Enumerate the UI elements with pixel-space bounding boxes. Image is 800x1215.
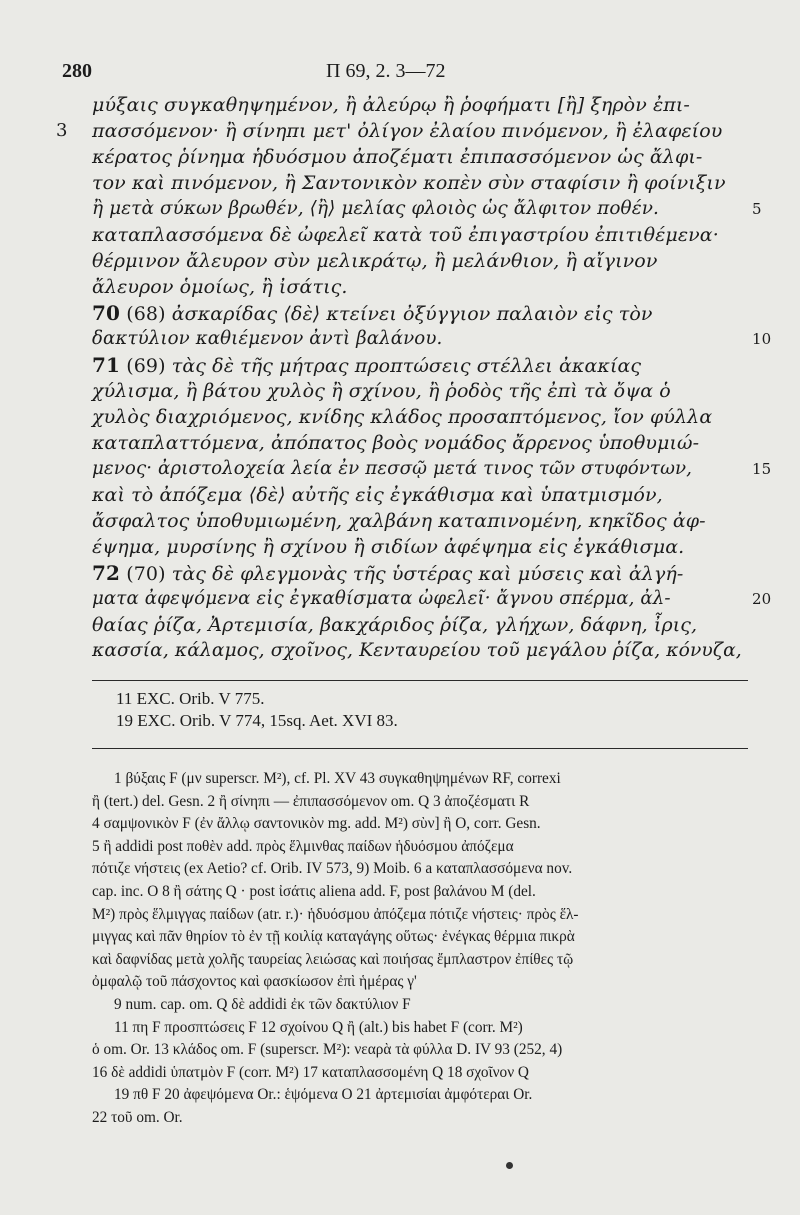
text-line — [92, 326, 772, 352]
line-number-right: 10 — [752, 330, 772, 348]
text-line-content: έψημα, μυρσίνης ἢ σχίνου ἢ σιδίων ἀφέψημα εἰς ἐγκάθισμα. — [92, 536, 685, 558]
separator-rule — [92, 680, 748, 681]
source-line: 19 EXC. Orib. V 774, 15sq. Aet. XVI 83. — [116, 711, 398, 730]
line-number-right: 15 — [752, 460, 772, 478]
text-line — [92, 638, 742, 664]
text-line-content: ἀσκαρίδας ⟨δὲ⟩ κτείνει ὀξύγγιον παλαιὸν εἰς τὸν — [171, 303, 653, 325]
text-line-content: κέρατος ῥίνημα ἡδυόσμου ἀποζέματι ἐπιπασσόμενον ὡς ἄλφι- — [92, 146, 703, 168]
text-line-content: ἢ μετὰ σύκων βρωθέν, ⟨ἢ⟩ μελίας φλοιὸς ὡς ἄλφιτον ποθέν. — [92, 198, 659, 219]
text-line — [92, 534, 742, 560]
apparatus-line: 19 πθ F 20 ἀφεψόμενα Or.: ἑψόμενα O 21 ἀρτεμισίαι ἀμφότεραι Or. — [114, 1086, 533, 1104]
apparatus-line: M²) πρὸς ἕλμιγγας παίδων (atr. r.)· ἡδυόσμου ἀπόζεμα πότιζε νήστεις· πρὸς ἕλ- — [92, 905, 579, 923]
edition-number: (68) — [126, 303, 166, 325]
text-line — [92, 196, 762, 222]
text-line — [56, 118, 742, 144]
line-number-right: 20 — [752, 590, 772, 608]
running-head: Π 69, 2. 3—72 — [326, 60, 446, 82]
chapter-number: 72 — [92, 561, 121, 585]
text-line — [92, 560, 742, 586]
text-line — [92, 274, 742, 300]
text-line — [92, 92, 742, 118]
line-number-right: 5 — [752, 200, 762, 218]
text-line — [92, 170, 742, 196]
text-line-content: τὰς δὲ τῆς μήτρας προπτώσεις στέλλει ἀκακίας — [171, 355, 642, 377]
chapter-number: 71 — [92, 353, 121, 377]
text-line-content: μύξαις συγκαθηψημένον, ἢ ἀλεύρῳ ἢ ῥοφήματι [ἢ] ξηρὸν ἐπι- — [92, 94, 690, 116]
text-line-content: τὰς δὲ φλεγμονὰς τῆς ὑστέρας καὶ μύσεις καὶ ἀλγή- — [171, 563, 684, 585]
printer-bullet-mark — [506, 1162, 513, 1169]
apparatus-line: 22 τοῦ om. Or. — [92, 1108, 183, 1126]
apparatus-line: 5 ἢ addidi post ποθὲν add. πρὸς ἕλμινθας παίδων ἡδυόσμου ἀπόζεμα — [92, 837, 514, 855]
text-line-content: μενος· ἀριστολοχεία λεία ἐν πεσσῷ μετά τινος τῶν στυφόντων, — [92, 458, 693, 479]
edition-number: (70) — [126, 563, 166, 585]
main-text — [56, 92, 772, 664]
text-line — [92, 430, 742, 456]
page-number: 280 — [62, 60, 92, 82]
apparatus-line: ὁ om. Or. 13 κλάδος om. F (superscr. M²): νεαρὰ τὰ φύλλα D. IV 93 (252, 4) — [92, 1041, 563, 1059]
text-line — [92, 508, 742, 534]
sources-block — [116, 688, 398, 732]
apparatus-line: 1 βύξαις F (μν superscr. M²), cf. Pl. XV 43 συγκαθηψημένων RF, correxi — [114, 770, 561, 787]
apparatus-line: 11 πη F προσπτώσεις F 12 σχοίνου Q ἢ (alt.) bis habet F (corr. M²) — [114, 1018, 523, 1036]
text-line-content: καὶ τὸ ἀπόζεμα ⟨δὲ⟩ αὐτῆς εἰς ἐγκάθισμα καὶ ὑπατμισμόν, — [92, 484, 663, 506]
apparatus-line: μιγγας καὶ πᾶν θηρίον τὸ ἐν τῇ κοιλίᾳ καταγάγης οὕτως· ἐνέγκας θέρμια πικρὰ — [92, 928, 575, 946]
edition-number: (69) — [126, 355, 166, 377]
text-line — [92, 612, 742, 638]
text-line-content: ἄλευρον ὁμοίως, ἢ ἰσάτις. — [92, 276, 348, 298]
apparatus-line: cap. inc. O 8 ἢ σάτης Q · post ἰσάτις aliena add. F, post βαλάνου M (del. — [92, 882, 536, 900]
apparatus-line: καὶ δαφνίδας μετὰ χολῆς ταυρείας λειώσας καὶ ποιήσας ἔμπλαστρον ἐπίθες τῷ — [92, 950, 574, 968]
text-line — [92, 144, 742, 170]
separator-rule — [92, 748, 748, 749]
text-line-content: ματα ἀφεψόμενα εἰς ἐγκαθίσματα ὠφελεῖ· ἄγνου σπέρμα, ἀλ- — [92, 588, 671, 609]
line-number-left: 3 — [56, 120, 68, 141]
source-line: 11 EXC. Orib. V 775. — [116, 689, 265, 708]
text-line-content: χύλισμα, ἢ βάτου χυλὸς ἢ σχίνου, ἢ ῥοδὸς τῆς ἐπὶ τὰ ὄψα ὁ — [92, 380, 671, 402]
text-line — [92, 300, 742, 326]
text-line-content: καταπλαττόμενα, ἀπόπατος βοὸς νομάδος ἄρρενος ὑποθυμιώ- — [92, 432, 700, 454]
text-line-content: ἄσφαλτος ὑποθυμιωμένη, χαλβάνη καταπινομένη, κηκῖδος ἀφ- — [92, 510, 706, 532]
text-line-content: θαίας ῥίζα, Ἀρτεμισία, βακχάριδος ῥίζα, γλήχων, δάφνη, ἶρις, — [92, 614, 698, 636]
text-line — [92, 482, 742, 508]
chapter-number: 70 — [92, 301, 121, 325]
text-line-content: θέρμινον ἄλευρον σὺν μελικράτῳ, ἢ μελάνθιον, ἢ αἴγινον — [92, 250, 658, 272]
text-line-content: χυλὸς διαχριόμενος, κνίδης κλάδος προσαπτόμενος, ἴον φύλλα — [92, 406, 713, 428]
text-line — [92, 456, 772, 482]
text-line — [92, 404, 742, 430]
apparatus-line: ὀμφαλῷ τοῦ πάσχοντος καὶ φασκίωσον ἐπὶ ἡμέρας γ' — [92, 973, 417, 991]
text-line — [92, 586, 772, 612]
text-line-content: καταπλασσόμενα δὲ ὠφελεῖ κατὰ τοῦ ἐπιγαστρίου ἐπιτιθέμενα· — [92, 224, 719, 246]
apparatus-line: 9 num. cap. om. Q δὲ addidi ἐκ τῶν δακτύλιον F — [114, 995, 411, 1013]
page-header — [0, 60, 800, 90]
apparatus-line: 16 δὲ addidi ὑπατμὸν F (corr. M²) 17 καταπλασσομένη Q 18 σχοῖνον Q — [92, 1063, 529, 1081]
text-line-content: τον καὶ πινόμενον, ἢ Σαντονικὸν κοπὲν σὺν σταφίσιν ἢ φοίνιξιν — [92, 172, 726, 194]
text-line — [92, 248, 742, 274]
text-line-content: δακτύλιον καθιέμενον ἀντὶ βαλάνου. — [92, 328, 443, 349]
text-line — [92, 222, 742, 248]
apparatus-line: πότιζε νήστεις (ex Aetio? cf. Orib. IV 573, 9) Moib. 6 a καταπλασσόμενα nov. — [92, 860, 573, 878]
critical-apparatus — [92, 768, 752, 1130]
text-line-content: πασσόμενον· ἢ σίνηπι μετ' ὀλίγον ἐλαίου πινόμενον, ἢ ἐλαφείου — [92, 120, 723, 142]
apparatus-line: ἢ (tert.) del. Gesn. 2 ἢ σίνηπι — ἐπιπασσόμενον om. Q 3 ἀποζέσματι R — [92, 792, 530, 810]
text-line — [92, 352, 742, 378]
text-line-content: κασσία, κάλαμος, σχοῖνος, Κενταυρείου τοῦ μεγάλου ῥίζα, κόνυζα, — [92, 640, 742, 661]
apparatus-line: 4 σαμψονικὸν F (ἐν ἄλλῳ σαντονικὸν mg. add. M²) σὺν] ἢ O, corr. Gesn. — [92, 815, 541, 833]
text-line — [92, 378, 742, 404]
